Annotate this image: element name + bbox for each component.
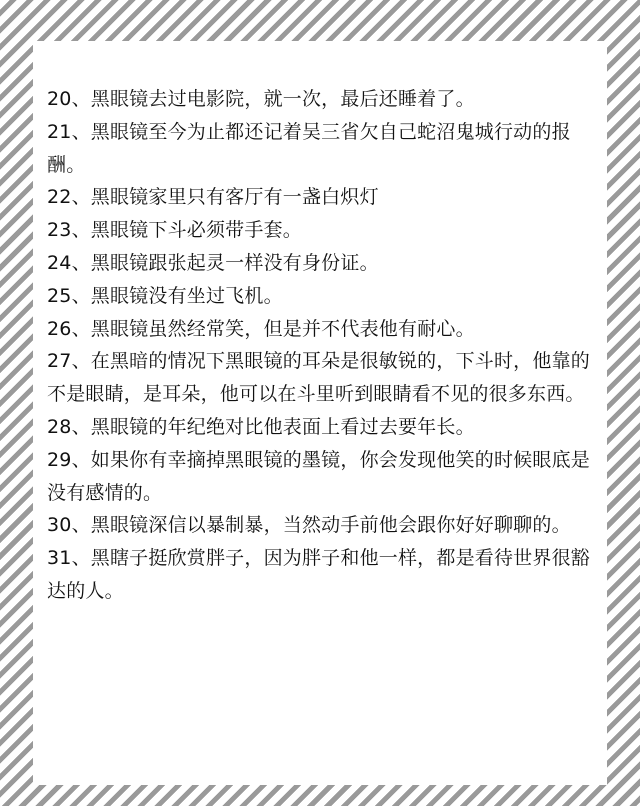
list-item: 31、黑瞎子挺欣赏胖子，因为胖子和他一样，都是看待世界很豁达的人。 <box>47 547 590 602</box>
list-item: 21、黑眼镜至今为止都还记着吴三省欠自己蛇沼鬼城行动的报酬。 <box>47 120 571 176</box>
list-item: 20、黑眼镜去过电影院，就一次，最后还睡着了。 <box>47 88 475 110</box>
list-item: 25、黑眼镜没有坐过飞机。 <box>47 284 283 307</box>
list-item: 26、黑眼镜虽然经常笑，但是并不代表他有耐心。 <box>47 317 475 340</box>
list-item: 28、黑眼镜的年纪绝对比他表面上看过去要年长。 <box>47 415 475 438</box>
content-card <box>33 41 607 785</box>
list-item: 29、如果你有幸摘掉黑眼镜的墨镜，你会发现他笑的时候眼底是没有感情的。 <box>47 448 590 504</box>
list-item: 27、在黑暗的情况下黑眼镜的耳朵是很敏锐的，下斗时，他靠的不是眼睛，是耳朵，他可以在斗里听到眼睛看不见的很多东西。 <box>47 350 590 406</box>
list-item: 23、黑眼镜下斗必须带手套。 <box>47 219 302 242</box>
fact-list <box>47 83 603 608</box>
list-item: 22、黑眼镜家里只有客厅有一盏白炽灯 <box>47 186 379 209</box>
list-item: 30、黑眼镜深信以暴制暴，当然动手前他会跟你好好聊聊的。 <box>47 514 571 537</box>
list-item: 24、黑眼镜跟张起灵一样没有身份证。 <box>47 251 379 274</box>
